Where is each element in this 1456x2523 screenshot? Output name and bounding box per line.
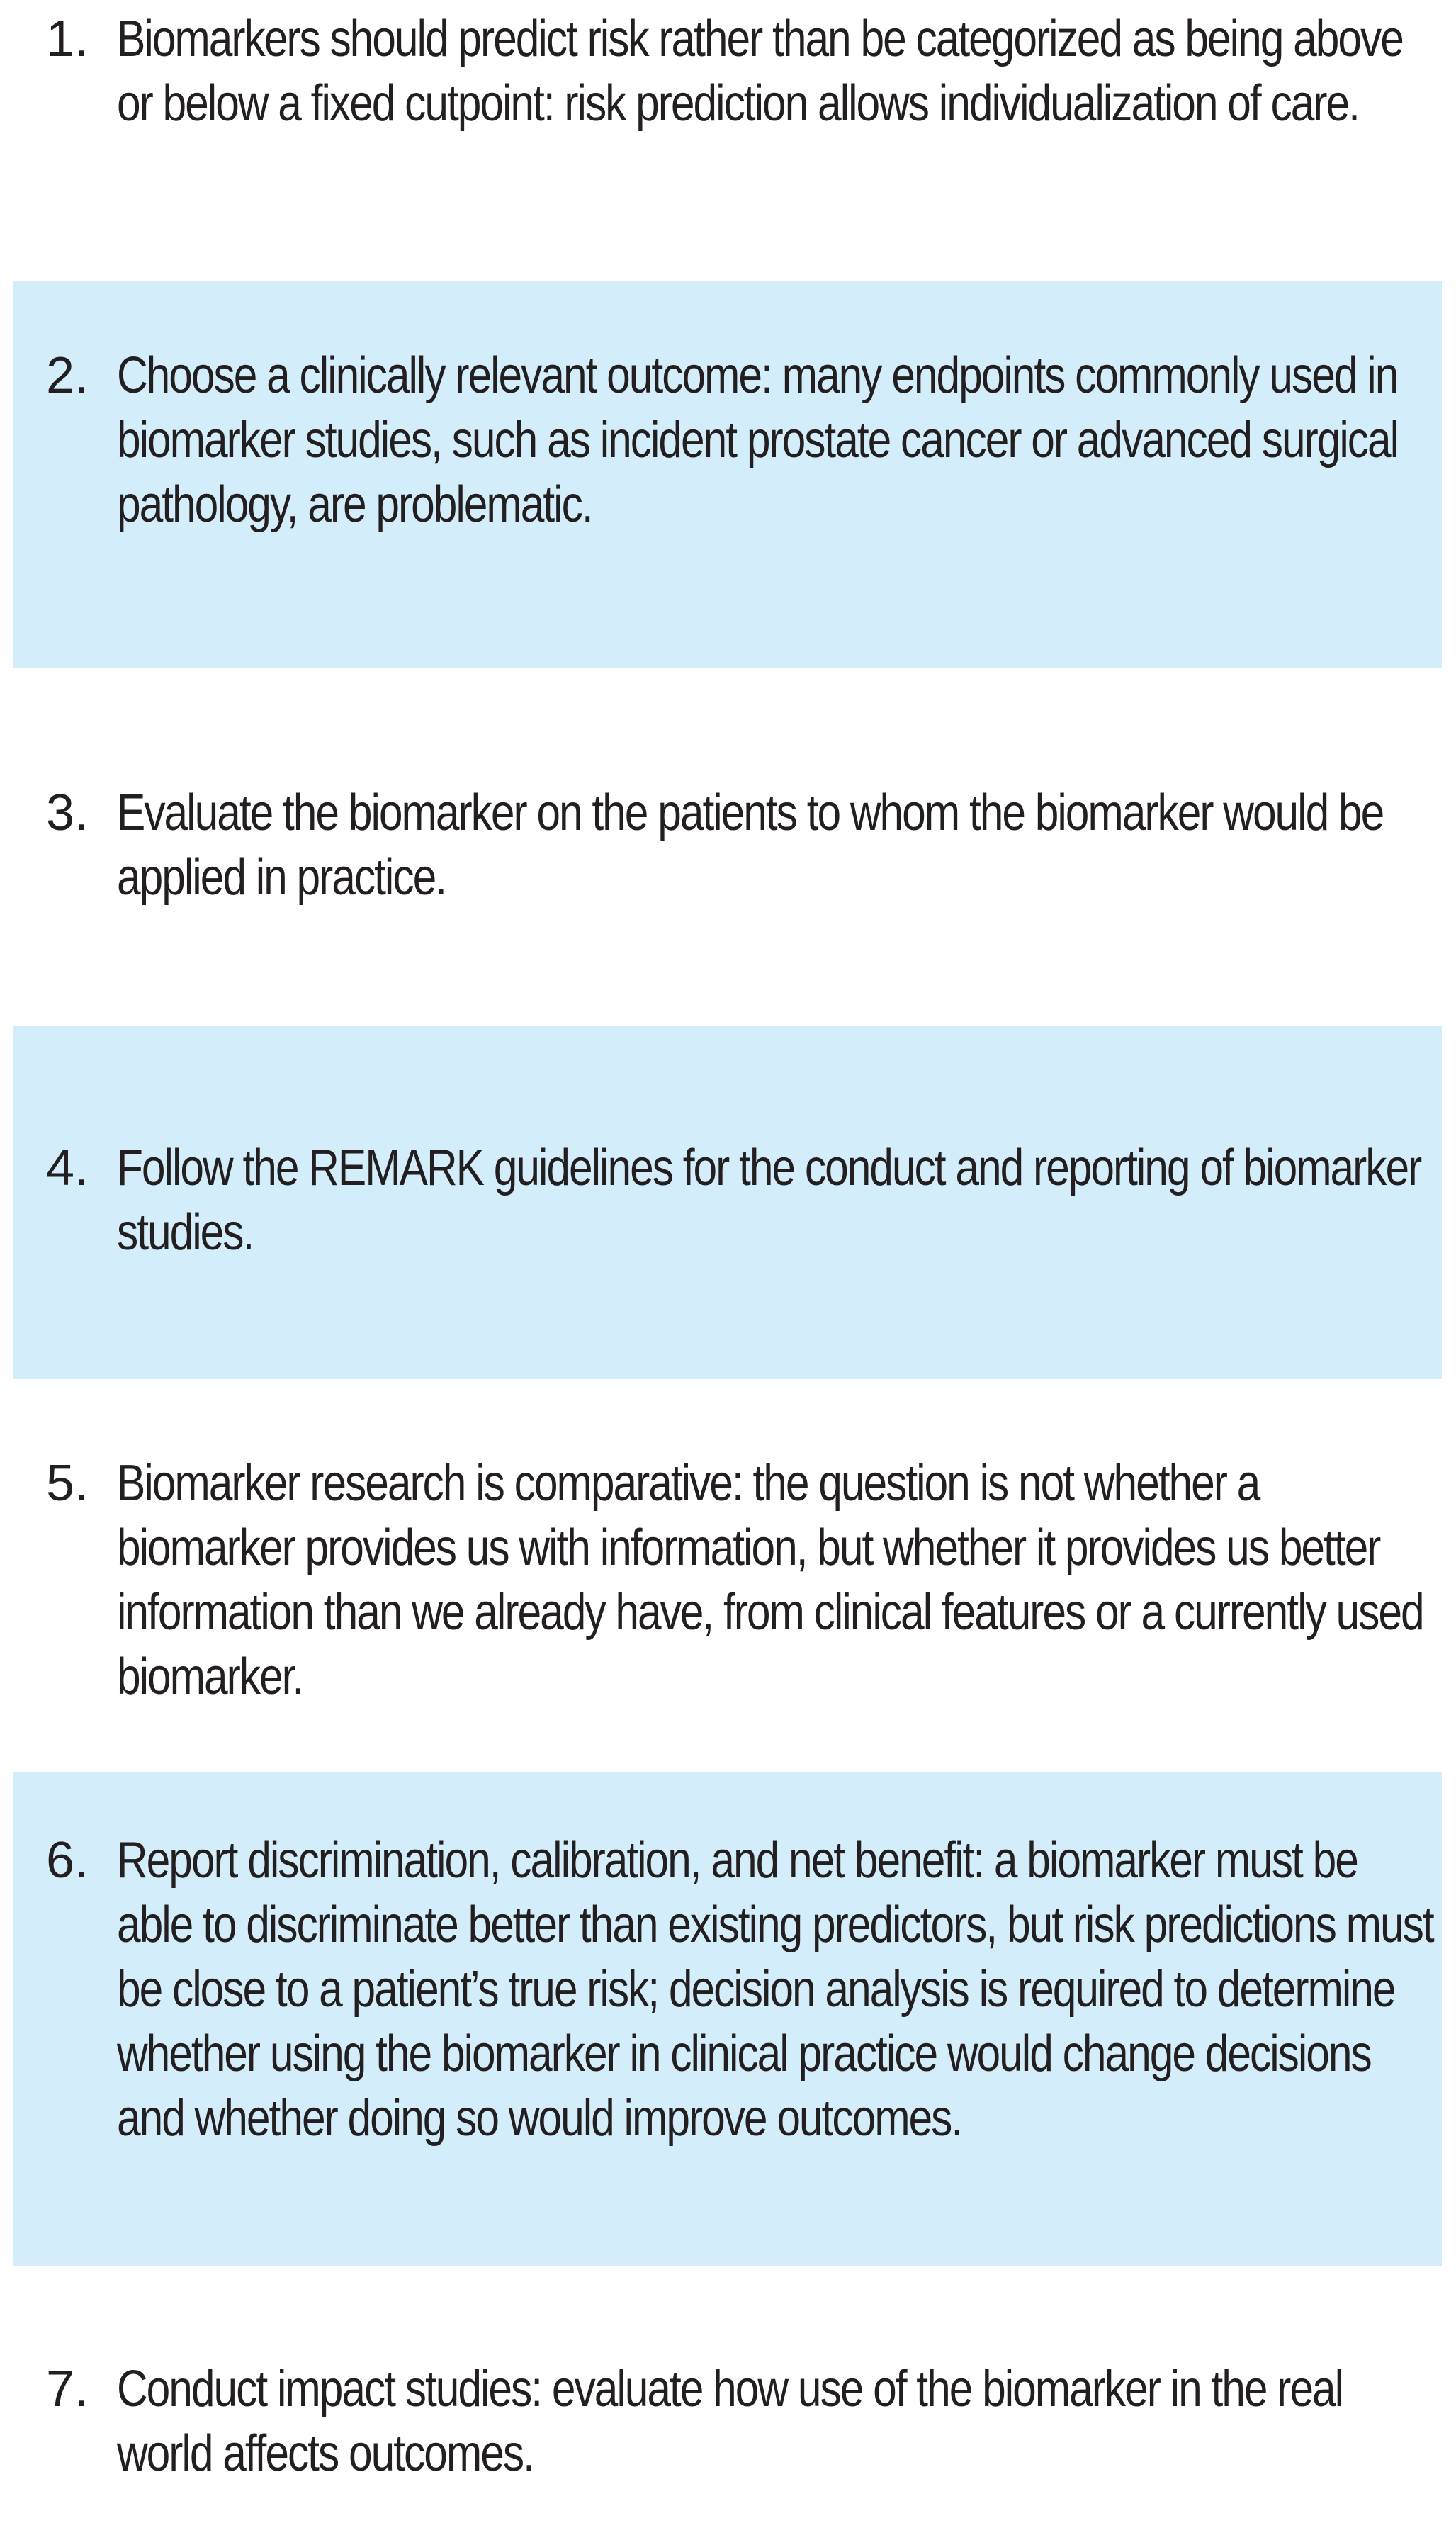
guideline-item-6 (13, 1772, 1442, 2266)
guideline-text: Biomarker research is comparative: the question is not whether a biomarker provides us with information, but whether it provides us better information than we already have, from clinical features or a currently used biomarker. (117, 1455, 1423, 1705)
guideline-number: 7. (46, 2361, 89, 2417)
guideline-text: Evaluate the biomarker on the patients to whom the biomarker would be applied in practice. (117, 785, 1384, 906)
guideline-item-3 (13, 668, 1442, 1026)
guideline-item-1 (13, 0, 1442, 276)
guideline-item-7 (13, 2266, 1442, 2523)
guideline-item-5 (13, 1379, 1442, 1772)
guideline-number: 5. (46, 1455, 89, 1512)
guideline-number: 2. (46, 347, 89, 404)
guideline-text: Conduct impact studies: evaluate how use of the biomarker in the real world affects outcomes. (117, 2361, 1343, 2482)
guideline-text: Biomarkers should predict risk rather than be categorized as being above or below a fixed cutpoint: risk prediction allows individualization of care. (117, 11, 1403, 132)
guideline-item-2 (13, 281, 1442, 668)
guideline-text: Follow the REMARK guidelines for the conduct and reporting of biomarker studies. (117, 1140, 1421, 1261)
guideline-number: 1. (46, 11, 89, 67)
guideline-number: 3. (46, 785, 89, 841)
guideline-text: Report discrimination, calibration, and net benefit: a biomarker must be able to discriminate better than existing predictors, but risk predictions must be close to a patient’s true risk; decision analysis is required to determine whether using the biomarker in clinical practice would change decisions and whether doing so would improve outcomes. (117, 1832, 1433, 2147)
guideline-number: 6. (46, 1832, 89, 1889)
guideline-item-4 (13, 1026, 1442, 1379)
guideline-text: Choose a clinically relevant outcome: many endpoints commonly used in biomarker studies, such as incident prostate cancer or advanced surgical pathology, are problematic. (117, 347, 1399, 533)
guideline-number: 4. (46, 1140, 89, 1196)
